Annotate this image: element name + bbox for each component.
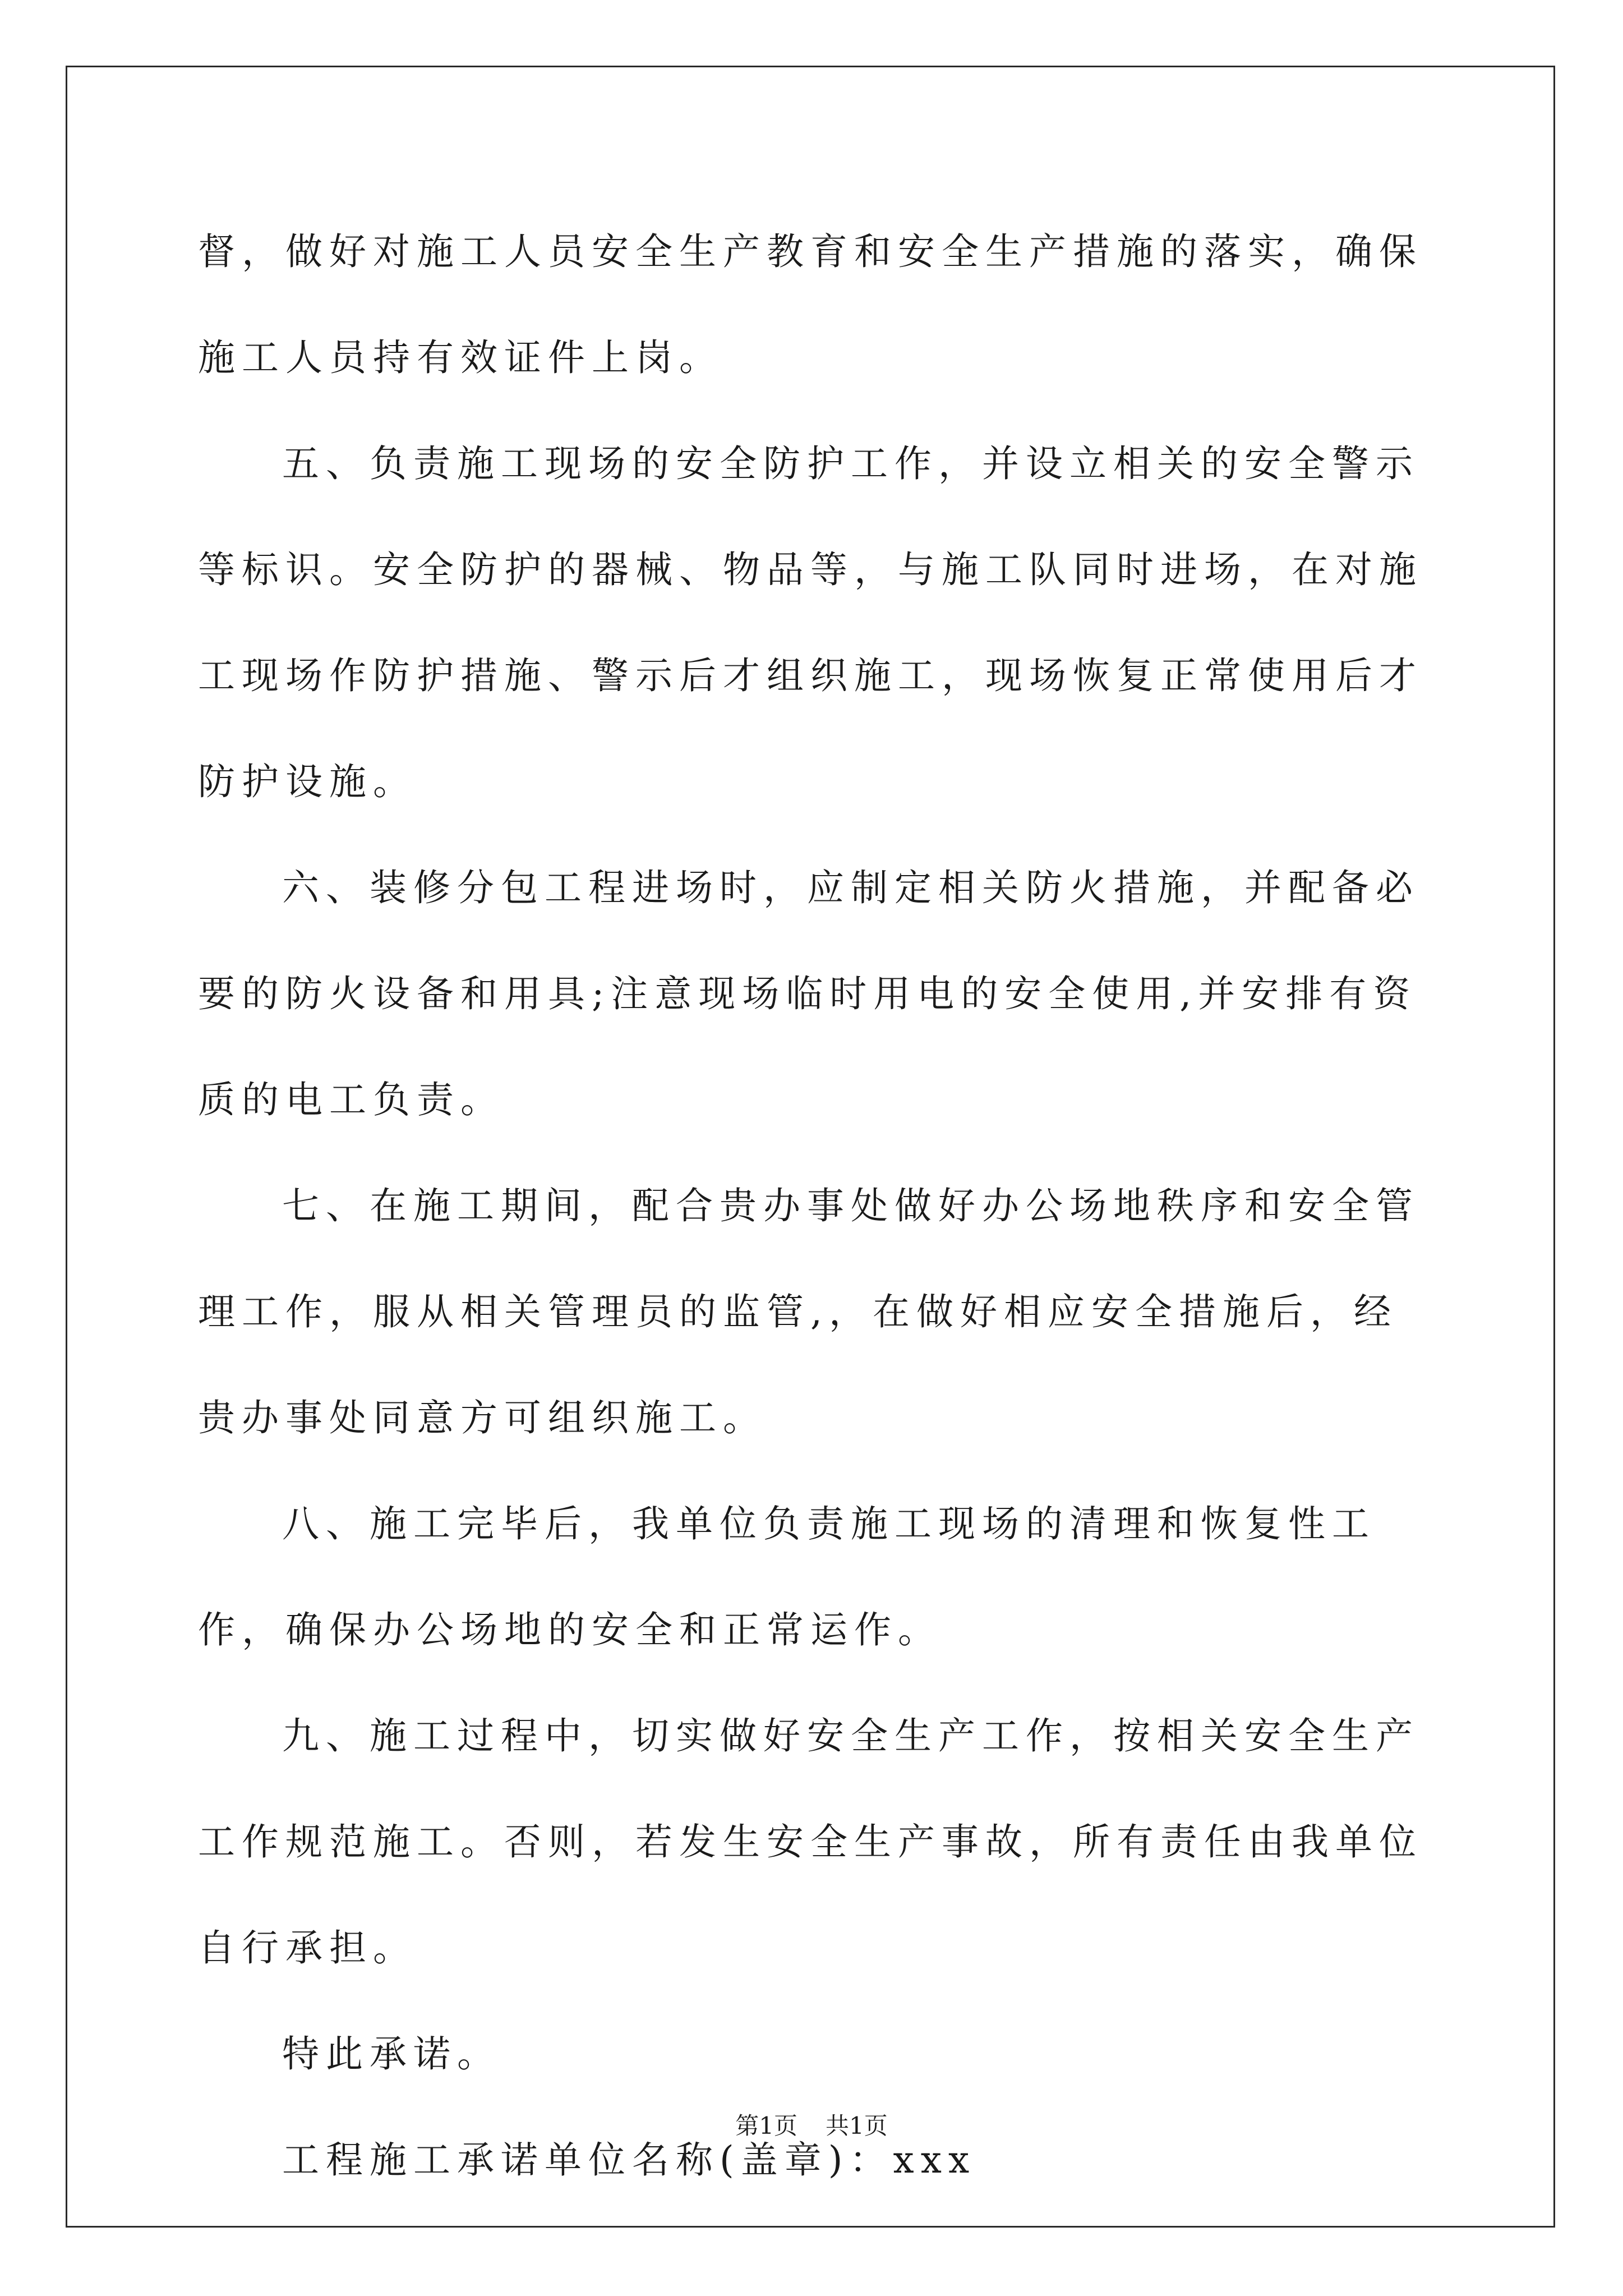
paragraph-5: 五、负责施工现场的安全防护工作，并设立相关的安全警示等标识。安全防护的器械、物品等，与施工队同时进场，在对施工现场作防护措施、警示后才组织施工，现场恢复正常使用后才防护设施。 bbox=[198, 442, 1423, 803]
paragraph-9: 九、施工过程中，切实做好安全生产工作，按相关安全生产工作规范施工。否则，若发生安全生产事故，所有责任由我单位自行承担。 bbox=[198, 1714, 1423, 1970]
signature-line: 工程施工承诺单位名称(盖章)：xxx bbox=[282, 2138, 976, 2182]
paragraph-6: 六、装修分包工程进场时，应制定相关防火措施，并配备必要的防火设备和用具;注意现场临时用电的安全使用,并安排有资质的电工负责。 bbox=[198, 866, 1419, 1121]
paragraph-8: 八、施工完毕后，我单位负责施工现场的清理和恢复性工作，确保办公场地的安全和正常运作。 bbox=[198, 1502, 1376, 1651]
document-body bbox=[198, 199, 1432, 2213]
paragraph-4-continued: 督，做好对施工人员安全生产教育和安全生产措施的落实，确保施工人员持有效证件上岗。 bbox=[198, 230, 1423, 379]
page-number-total: 共1页 bbox=[826, 2112, 888, 2139]
paragraph-7: 七、在施工期间，配合贵办事处做好办公场地秩序和安全管理工作，服从相关管理员的监管,，在做好相应安全措施后，经贵办事处同意方可组织施工。 bbox=[198, 1184, 1419, 1439]
page-footer bbox=[0, 2109, 1623, 2143]
closing-statement: 特此承诺。 bbox=[282, 2032, 501, 2076]
page-number-current: 第1页 bbox=[735, 2112, 797, 2139]
